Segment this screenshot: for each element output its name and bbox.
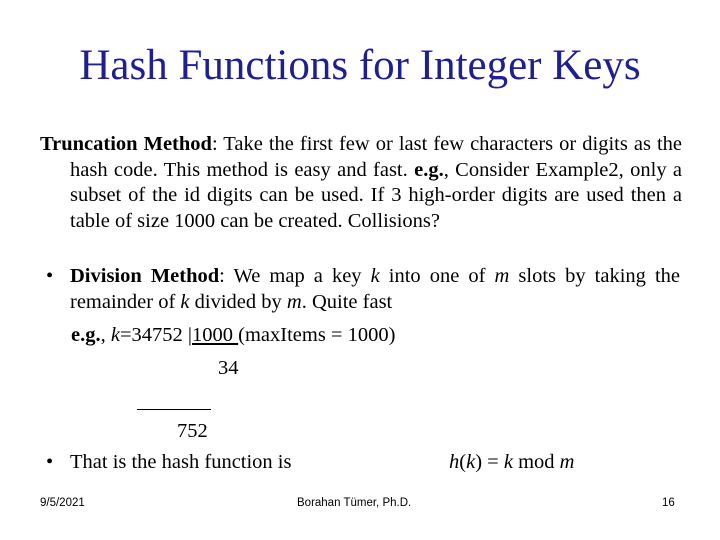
example-k: k [110, 324, 120, 346]
example-quotient: 34 [218, 357, 239, 379]
hash-formula [449, 450, 574, 475]
example-eq: =34752 | [119, 324, 193, 346]
division-text-d: divided by [189, 290, 287, 313]
example-note: (maxItems = 1000) [238, 324, 396, 346]
division-text-b: into one of [379, 265, 495, 287]
summary-text: That is the hash function is [70, 451, 292, 473]
division-bullet: • [46, 265, 54, 287]
division-k-2: k [180, 290, 190, 313]
formula-paren-open: ( [459, 451, 467, 473]
example-eg: e.g. [71, 324, 101, 346]
formula-k: k [466, 451, 476, 473]
slide-title: Hash Functions for Integer Keys [79, 42, 641, 89]
truncation-text-a: : Take the first few or last few characters or digits as the hash code. This method is easy and fast. [70, 133, 682, 181]
formula-h: h [449, 451, 460, 473]
truncation-paragraph [40, 132, 682, 234]
division-k: k [370, 265, 380, 287]
formula-k-2: k [503, 451, 513, 473]
division-text-a: : We map a key [219, 265, 371, 287]
truncation-eg: e.g. [414, 158, 444, 181]
division-bullet-item [40, 264, 680, 315]
example-divisor: 1000 [192, 324, 239, 346]
formula-paren-close: ) [475, 451, 483, 473]
formula-eq: = [482, 451, 504, 473]
footer-page-number: 16 [662, 497, 675, 509]
example-comma: , [100, 324, 111, 346]
division-text-e: . Quite fast [301, 290, 393, 313]
division-m-2: m [286, 290, 302, 313]
example-remainder: 752 [177, 420, 208, 442]
division-m: m [494, 265, 510, 287]
division-text-c: slots by taking the remainder of [70, 265, 680, 313]
division-paragraph [40, 264, 680, 315]
footer-author: Borahan Tümer, Ph.D. [297, 497, 412, 509]
footer-date: 9/5/2021 [40, 497, 85, 509]
truncation-text-b: , Consider Example2, only a subset of the id digits can be used. If 3 high-order digits are used then a table of size 1000 can be created. Collisions? [70, 158, 683, 232]
example-line [71, 323, 395, 348]
formula-m: m [559, 451, 575, 473]
summary-bullet: • [46, 451, 54, 473]
division-term: Division Method [70, 265, 220, 287]
formula-mod: mod [512, 451, 560, 473]
truncation-term: Truncation Method [40, 133, 212, 155]
division-rule [137, 409, 211, 410]
